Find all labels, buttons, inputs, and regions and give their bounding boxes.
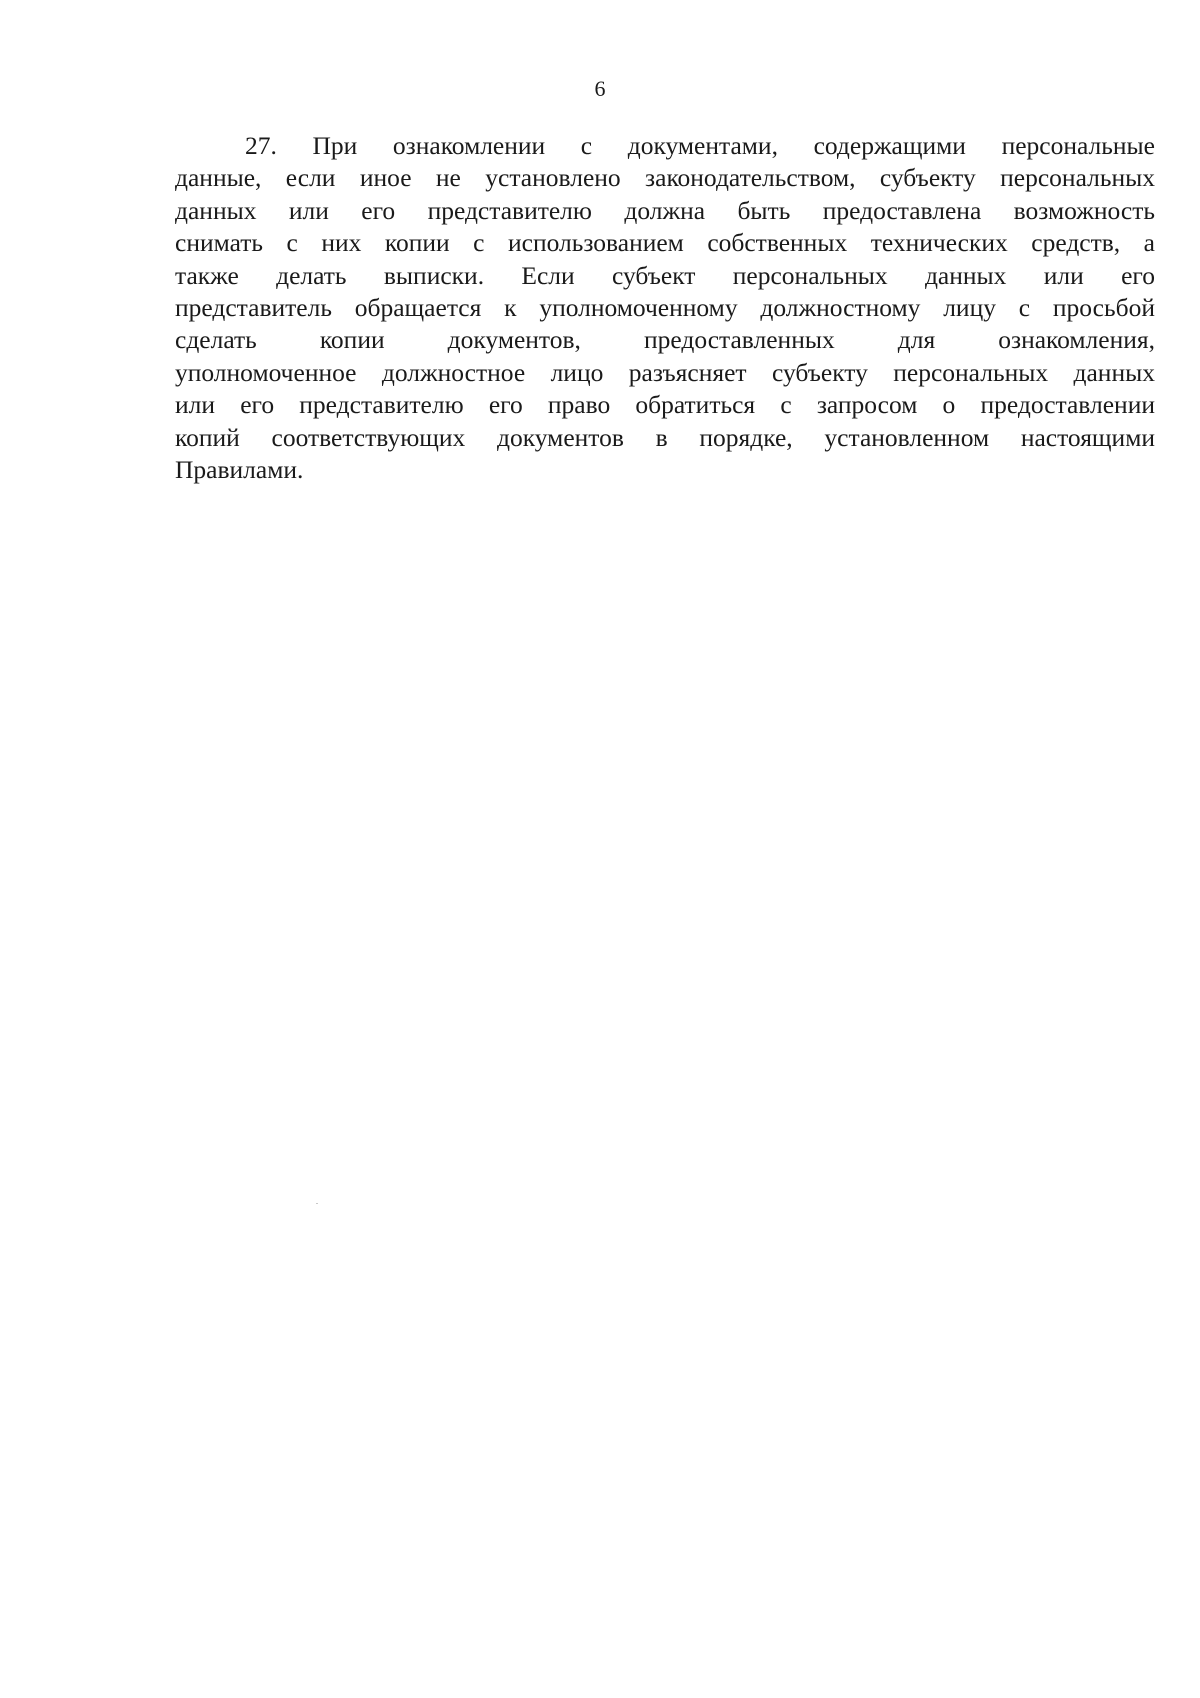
paragraph-line: уполномоченное должностное лицо разъясняет субъекту персональных данных xyxy=(175,357,1155,387)
paragraph-line: или его представителю его право обратиться с запросом о предоставлении xyxy=(175,390,1155,420)
paragraph-line: снимать с них копии с использованием собственных технических средств, а xyxy=(175,228,1155,258)
paragraph-line: копий соответствующих документов в порядке, установленном настоящими xyxy=(175,422,1155,452)
scan-speck xyxy=(316,1203,318,1204)
paragraph-line: данных или его представителю должна быть предоставлена возможность xyxy=(175,195,1155,225)
page-number: 6 xyxy=(594,76,606,101)
paragraph-line: данные, если иное не установлено законодательством, субъекту персональных xyxy=(175,163,1155,193)
paragraph-line: 27. При ознакомлении с документами, содержащими персональные xyxy=(245,131,1155,160)
paragraph-27 xyxy=(175,130,1155,486)
paragraph-line: Правилами. xyxy=(175,455,304,485)
paragraph-line: представитель обращается к уполномоченному должностному лицу с просьбой xyxy=(175,293,1155,323)
paragraph-line: также делать выписки. Если субъект персональных данных или его xyxy=(175,260,1155,290)
paragraph-line: сделать копии документов, предоставленных для ознакомления, xyxy=(175,325,1155,355)
